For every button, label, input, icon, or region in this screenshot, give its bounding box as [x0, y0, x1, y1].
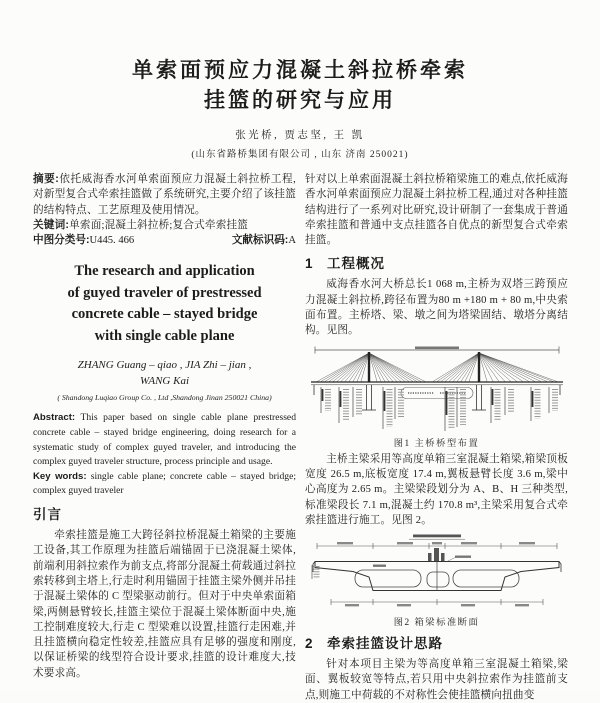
english-keywords-label: Key words:: [33, 470, 87, 482]
english-authors: [33, 357, 296, 389]
section2-title: 牵索挂篮设计思路: [327, 636, 443, 652]
english-abstract-label: Abstract:: [33, 412, 76, 424]
english-keywords-text: single cable plane; concrete cable – stayed bridge; complex guyed traveler: [33, 470, 296, 497]
intro-paragraph: 牵索挂篮是施工大跨径斜拉桥混凝土箱梁的主要施工设备,其工作原理为挂篮后端锚固于已浇混凝土梁体,前端利用斜拉索作为前支点,将部分混凝土荷载通过斜拉索转移到主塔上,行走时利用锚固于挂篮主梁外侧并吊挂于混凝土梁体的 C 型梁驱动前行。但对于中央单索面箱梁,两侧悬臂较长,挂篮主梁位于混凝土梁体断面中央,施工控制难度较大,行走 C 型梁难以设置,挂篮行走困难,并且挂篮横向稳定性较差,挂篮应具有足够的强度和刚度,以保证桥梁的线型符合设计要求,挂篮的设计难度大,技术要求高。: [33, 530, 296, 679]
keywords-paragraph: [33, 218, 296, 233]
abstract-text: 依托威海香水河单索面预应力混凝土斜拉桥工程,对新型复合式牵索挂篮做了系统研究,主要介绍了该挂篮的结构特点、工艺原理及使用情况。: [33, 174, 296, 216]
english-keywords: [33, 470, 296, 499]
keywords-text: 单索面;混凝土斜拉桥;复合式牵索挂篮: [69, 219, 249, 231]
paper-title-line2: 挂篮的研究与应用: [204, 89, 396, 112]
section2-heading: [305, 635, 568, 653]
section1-number: 1: [305, 256, 314, 272]
abstract-label: 摘要:: [33, 173, 59, 185]
authors: 张光桥, 贾志坚, 王 凯: [235, 130, 365, 141]
english-affiliation: ( Shandong Luqiao Group Co. , Ltd ,Shandong Jinan 250021 China): [57, 393, 272, 403]
english-title-line4: with single cable plane: [94, 327, 235, 344]
abstract-paragraph: [33, 172, 296, 218]
english-authors-line2: WANG Kai: [139, 375, 190, 388]
affiliation: (山东省路桥集团有限公司 , 山东 济南 250021): [191, 150, 409, 160]
english-abstract: [33, 411, 296, 469]
section1-paragraph2: 主桥主梁采用等高度单箱三室混凝土箱梁,箱梁顶板宽度 26.5 m,底板宽度 17.4 m,翼板悬臂长度 3.6 m,梁中心高度为 2.65 m。主梁梁段划分为 A、B、H 三种类型,标准梁段长 7.1 m,混凝土约 170.8 m³,主梁采用复合式牵索挂篮进行施工。见图 2。: [305, 453, 568, 526]
clc-label: 中图分类号:: [33, 234, 90, 247]
section2-paragraph1: 针对本项目主梁为等高度单箱三室混凝土箱梁,梁面、翼板较宽等特点,若只用中央斜拉索作为挂篮前支点,则施工中荷载的不对称性会使挂篮横向扭曲变: [305, 659, 568, 701]
figure2-caption: 图2 箱梁标准断面: [393, 618, 480, 629]
paper-title-line1: 单索面预应力混凝土斜拉桥牵索: [132, 59, 468, 82]
doc-code-group: [232, 233, 296, 248]
section1-heading: [305, 255, 568, 273]
english-title-line1: The research and application: [74, 263, 255, 280]
doc-code-value: A: [288, 235, 296, 247]
figure2-box-girder-section-drawing: [309, 534, 565, 612]
english-abstract-text: This paper based on single cable plane prestressed concrete cable – stayed bridge engineering, doing research for a systematic study of complex guyed traveler, and introducing the complex guyed traveler structure, process principle and usage.: [33, 412, 296, 468]
left-column: [33, 168, 296, 681]
paper-header: [0, 56, 600, 160]
figure2: [305, 534, 568, 628]
doc-code-label: 文献标识码:: [231, 234, 289, 247]
continuation-paragraph: 针对以上单索面混凝土斜拉桥箱梁施工的难点,依托威海香水河单索面预应力混凝土斜拉桥工程,通过对各种挂篮结构进行了一系列对比研究,设计研制了一套集成于普通牵索挂篮和普通中支点挂篮各自优点的新型复合式牵索挂篮。: [305, 174, 568, 247]
section1-paragraph1: 威海香水河大桥总长1 068 m,主桥为双塔三跨预应力混凝土斜拉桥,跨径布置为80 m +180 m + 80 m,中央索面布置。主桥塔、梁、墩之间为塔梁固结、墩塔分离结构。见图。: [305, 279, 568, 337]
figure1-caption: 图1 主桥桥型布置: [393, 438, 480, 449]
classification-row: [33, 233, 296, 248]
figure1-bridge-elevation-drawing: [309, 345, 565, 433]
clc-value: U445. 466: [89, 235, 135, 247]
english-title-line2: of guyed traveler of prestressed: [67, 284, 262, 301]
keywords-label: 关键词:: [33, 218, 70, 231]
intro-heading: 引言: [33, 507, 62, 523]
english-title-line3: concrete cable – stayed bridge: [71, 306, 258, 323]
figure1: [305, 345, 568, 449]
section1-title: 工程概况: [327, 256, 385, 272]
english-authors-line1: ZHANG Guang – qiao , JIA Zhi – jian ,: [77, 359, 252, 372]
clc-group: [33, 233, 134, 248]
section2-number: 2: [305, 636, 314, 652]
english-title: [33, 261, 296, 347]
right-column: [305, 168, 568, 703]
